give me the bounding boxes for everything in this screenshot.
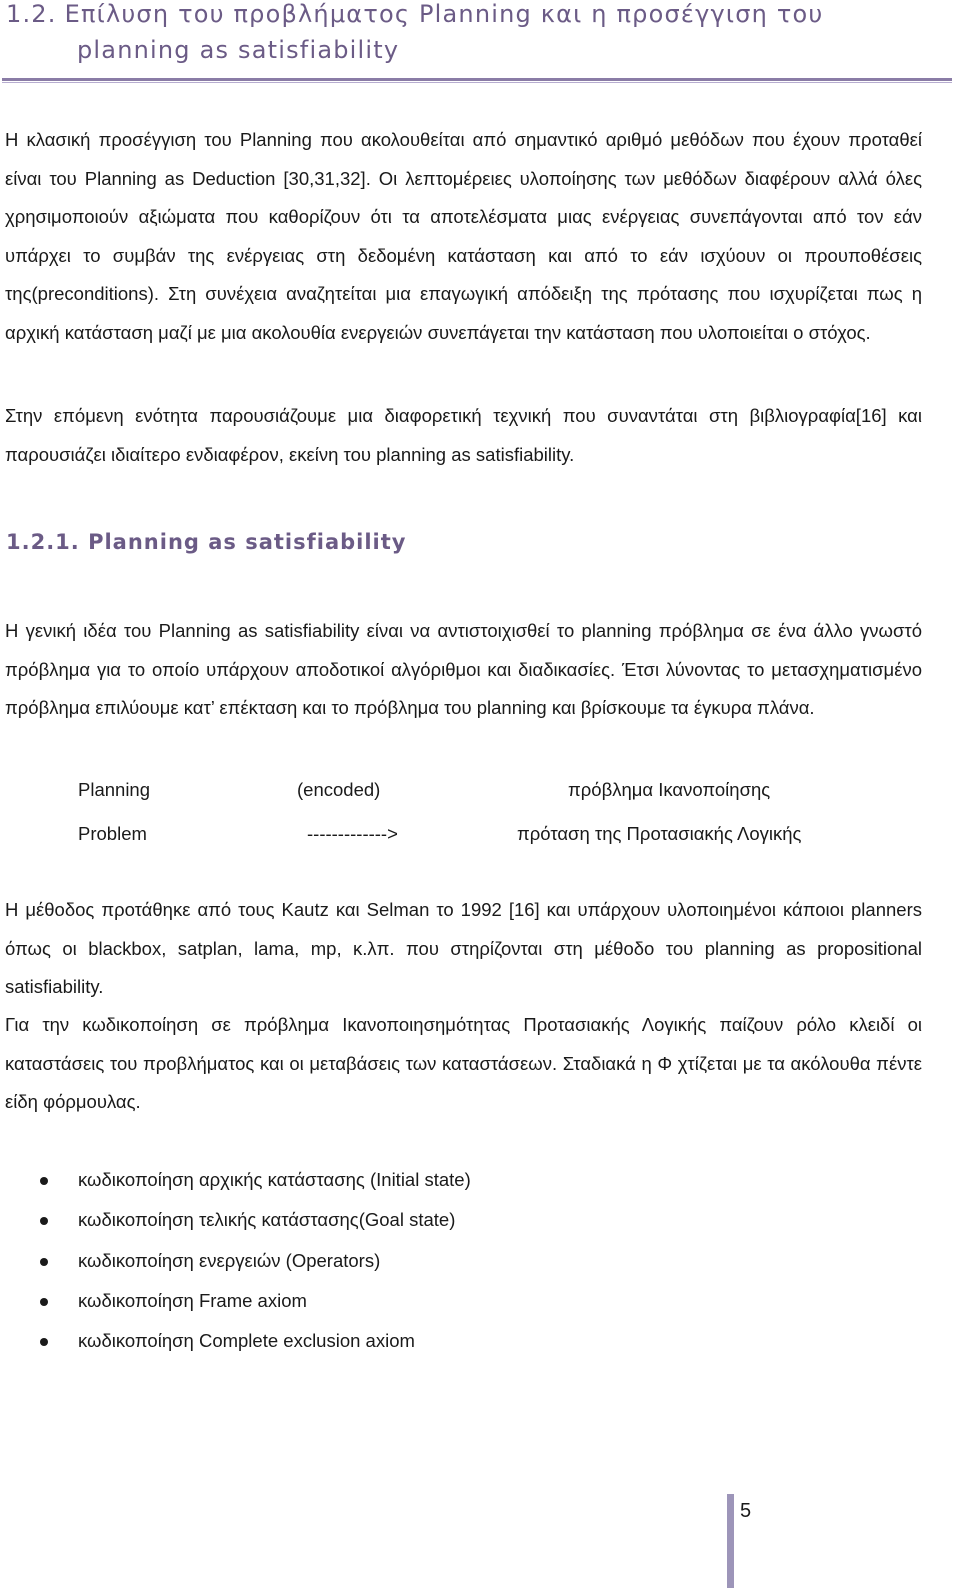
bullet-icon	[40, 1258, 48, 1266]
paragraph-next-section: Στην επόμενη ενότητα παρουσιάζουμε μια διαφορετική τεχνική που συναντάται στη βιβλιογραφία[16] και παρουσιάζει ιδιαίτερο ενδιαφέρον, εκείνη του planning as satisfiability.	[5, 405, 922, 465]
bullet-icon	[40, 1177, 48, 1185]
paragraph-general-idea: Η γενική ιδέα του Planning as satisfiability είναι να αντιστοιχισθεί το planning πρόβλημα σε ένα άλλο γνωστό πρόβλημα για το οποίο υπάρχουν αποδοτικοί αλγόριθμοι και διαδικασίες. Έτσι λύνοντας το μετασχηματισμένο πρόβλημα επιλύουμε κατ’ επέκταση και το πρόβλημα του planning και βρίσκουμε τα έγκυρα πλάνα.	[5, 620, 922, 718]
list-item: κωδικοποίηση αρχικής κατάστασης (Initial state)	[40, 1166, 471, 1206]
page-number-bar	[727, 1494, 734, 1588]
bullet-icon	[40, 1217, 48, 1225]
formula-list	[40, 1166, 471, 1367]
section-title-line1: Επίλυση του προβλήματος Planning και η προσέγγιση του	[64, 0, 824, 28]
subsection-heading: 1.2.1. Planning as satisfiability	[6, 530, 407, 554]
encoding-left-1: Planning	[78, 779, 151, 800]
encoding-left-2: Problem	[78, 823, 147, 844]
heading-underline	[2, 78, 952, 83]
section-heading	[6, 0, 936, 68]
encoding-right-1: πρόβλημα Ικανοποίησης	[568, 779, 771, 800]
encoding-arrow: ------------->	[307, 823, 398, 844]
section-title-line2: planning as satisfiability	[77, 36, 400, 64]
paragraph-method: Η μέθοδος προτάθηκε από τους Kautz και Selman το 1992 [16] και υπάρχουν υλοποιημένοι κάποιοι planners όπως οι blackbox, satplan, lama, mp, κ.λπ. που στηρίζονται στη μέθοδο του planning as propositional satisfiability.	[5, 899, 922, 997]
list-item: κωδικοποίηση ενεργειών (Operators)	[40, 1247, 471, 1287]
encoding-middle-1: (encoded)	[297, 779, 381, 800]
bullet-icon	[40, 1298, 48, 1306]
page-number: 5	[740, 1500, 752, 1522]
bullet-icon	[40, 1338, 48, 1346]
list-item: κωδικοποίηση Frame axiom	[40, 1287, 471, 1327]
list-item: κωδικοποίηση τελικής κατάστασης(Goal state)	[40, 1206, 471, 1246]
encoding-right-2: πρόταση της Προτασιακής Λογικής	[517, 823, 802, 844]
paragraph-encoding: Για την κωδικοποίηση σε πρόβλημα Ικανοποιησημότητας Προτασιακής Λογικής παίζουν ρόλο κλειδί οι καταστάσεις του προβλήματος και οι μεταβάσεις των καταστάσεων. Σταδιακά η Φ χτίζεται με τα ακόλουθα πέντε είδη φόρμουλας.	[5, 1014, 922, 1112]
section-number: 1.2.	[6, 0, 57, 28]
list-item: κωδικοποίηση Complete exclusion axiom	[40, 1327, 471, 1367]
paragraph-intro: Η κλασική προσέγγιση του Planning που ακολουθείται από σημαντικό αριθμό μεθόδων που έχουν προταθεί είναι του Planning as Deduction [30,31,32]. Οι λεπτομέρειες υλοποίησης των μεθόδων διαφέρουν αλλά όλες χρησιμοποιούν αξιώματα που καθορίζουν ότι τα αποτελέσματα μιας ενέργειας συνεπάγονται από τον εάν υπάρχει το συμβάν της ενέργειας στη δεδομένη κατάσταση και από το εάν ισχύουν οι προυποθέσεις της(preconditions). Στη συνέχεια αναζητείται μια επαγωγική απόδειξη της πρότασης που ισχυρίζεται πως η αρχική κατάσταση μαζί με μια ακολουθία ενεργειών συνεπάγεται την κατάσταση που υλοποιείται ο στόχος.	[5, 129, 922, 343]
